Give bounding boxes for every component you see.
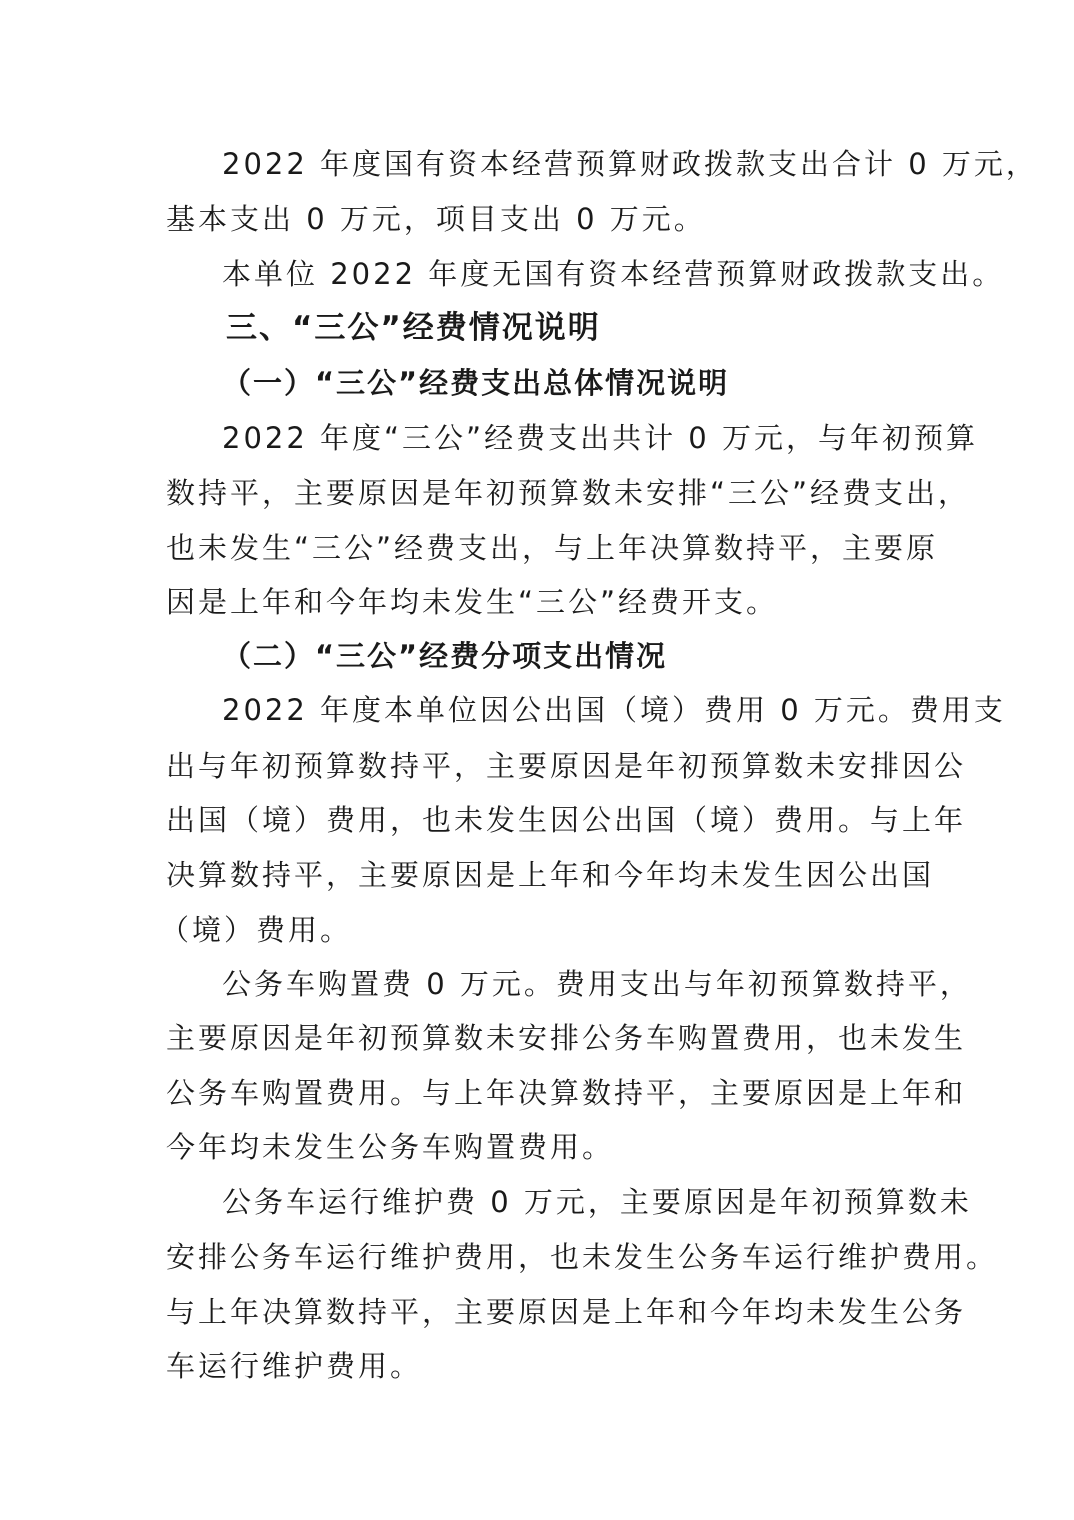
paragraph-line: 今年均未发生公务车购置费用。 bbox=[166, 1130, 615, 1164]
subsection-heading: （一）“三公”经费支出总体情况说明 bbox=[222, 366, 730, 400]
paragraph-line: 数持平，主要原因是年初预算数未安排“三公”经费支出， bbox=[166, 476, 971, 510]
paragraph-line: 公务车购置费用。与上年决算数持平，主要原因是上年和 bbox=[166, 1076, 967, 1110]
paragraph-line: 2022 年度本单位因公出国（境）费用 0 万元。费用支 bbox=[222, 693, 1006, 727]
paragraph-line: 出与年初预算数持平，主要原因是年初预算数未安排因公 bbox=[166, 749, 967, 783]
paragraph-line: 本单位 2022 年度无国有资本经营预算财政拨款支出。 bbox=[222, 257, 1005, 291]
paragraph-line: 公务车运行维护费 0 万元，主要原因是年初预算数未 bbox=[222, 1185, 972, 1219]
paragraph-line: 决算数持平，主要原因是上年和今年均未发生因公出国 bbox=[166, 858, 935, 892]
section-heading: 三、“三公”经费情况说明 bbox=[226, 310, 601, 346]
paragraph-line: 因是上年和今年均未发生“三公”经费开支。 bbox=[166, 585, 779, 619]
paragraph-line: 基本支出 0 万元，项目支出 0 万元。 bbox=[166, 202, 706, 236]
paragraph-line: 公务车购置费 0 万元。费用支出与年初预算数持平， bbox=[222, 967, 972, 1001]
paragraph-line: 2022 年度“三公”经费支出共计 0 万元，与年初预算 bbox=[222, 421, 978, 455]
paragraph-line: 主要原因是年初预算数未安排公务车购置费用，也未发生 bbox=[166, 1021, 967, 1055]
paragraph-line: 也未发生“三公”经费支出，与上年决算数持平，主要原 bbox=[166, 531, 939, 565]
subsection-heading: （二）“三公”经费分项支出情况 bbox=[222, 639, 668, 673]
paragraph-line: 2022 年度国有资本经营预算财政拨款支出合计 0 万元， bbox=[222, 147, 1038, 181]
paragraph-line: 车运行维护费用。 bbox=[166, 1349, 423, 1383]
paragraph-line: 与上年决算数持平，主要原因是上年和今年均未发生公务 bbox=[166, 1295, 967, 1329]
paragraph-line: （境）费用。 bbox=[160, 913, 353, 947]
paragraph-line: 安排公务车运行维护费用，也未发生公务车运行维护费用。 bbox=[166, 1240, 999, 1274]
paragraph-line: 出国（境）费用，也未发生因公出国（境）费用。与上年 bbox=[166, 803, 967, 837]
